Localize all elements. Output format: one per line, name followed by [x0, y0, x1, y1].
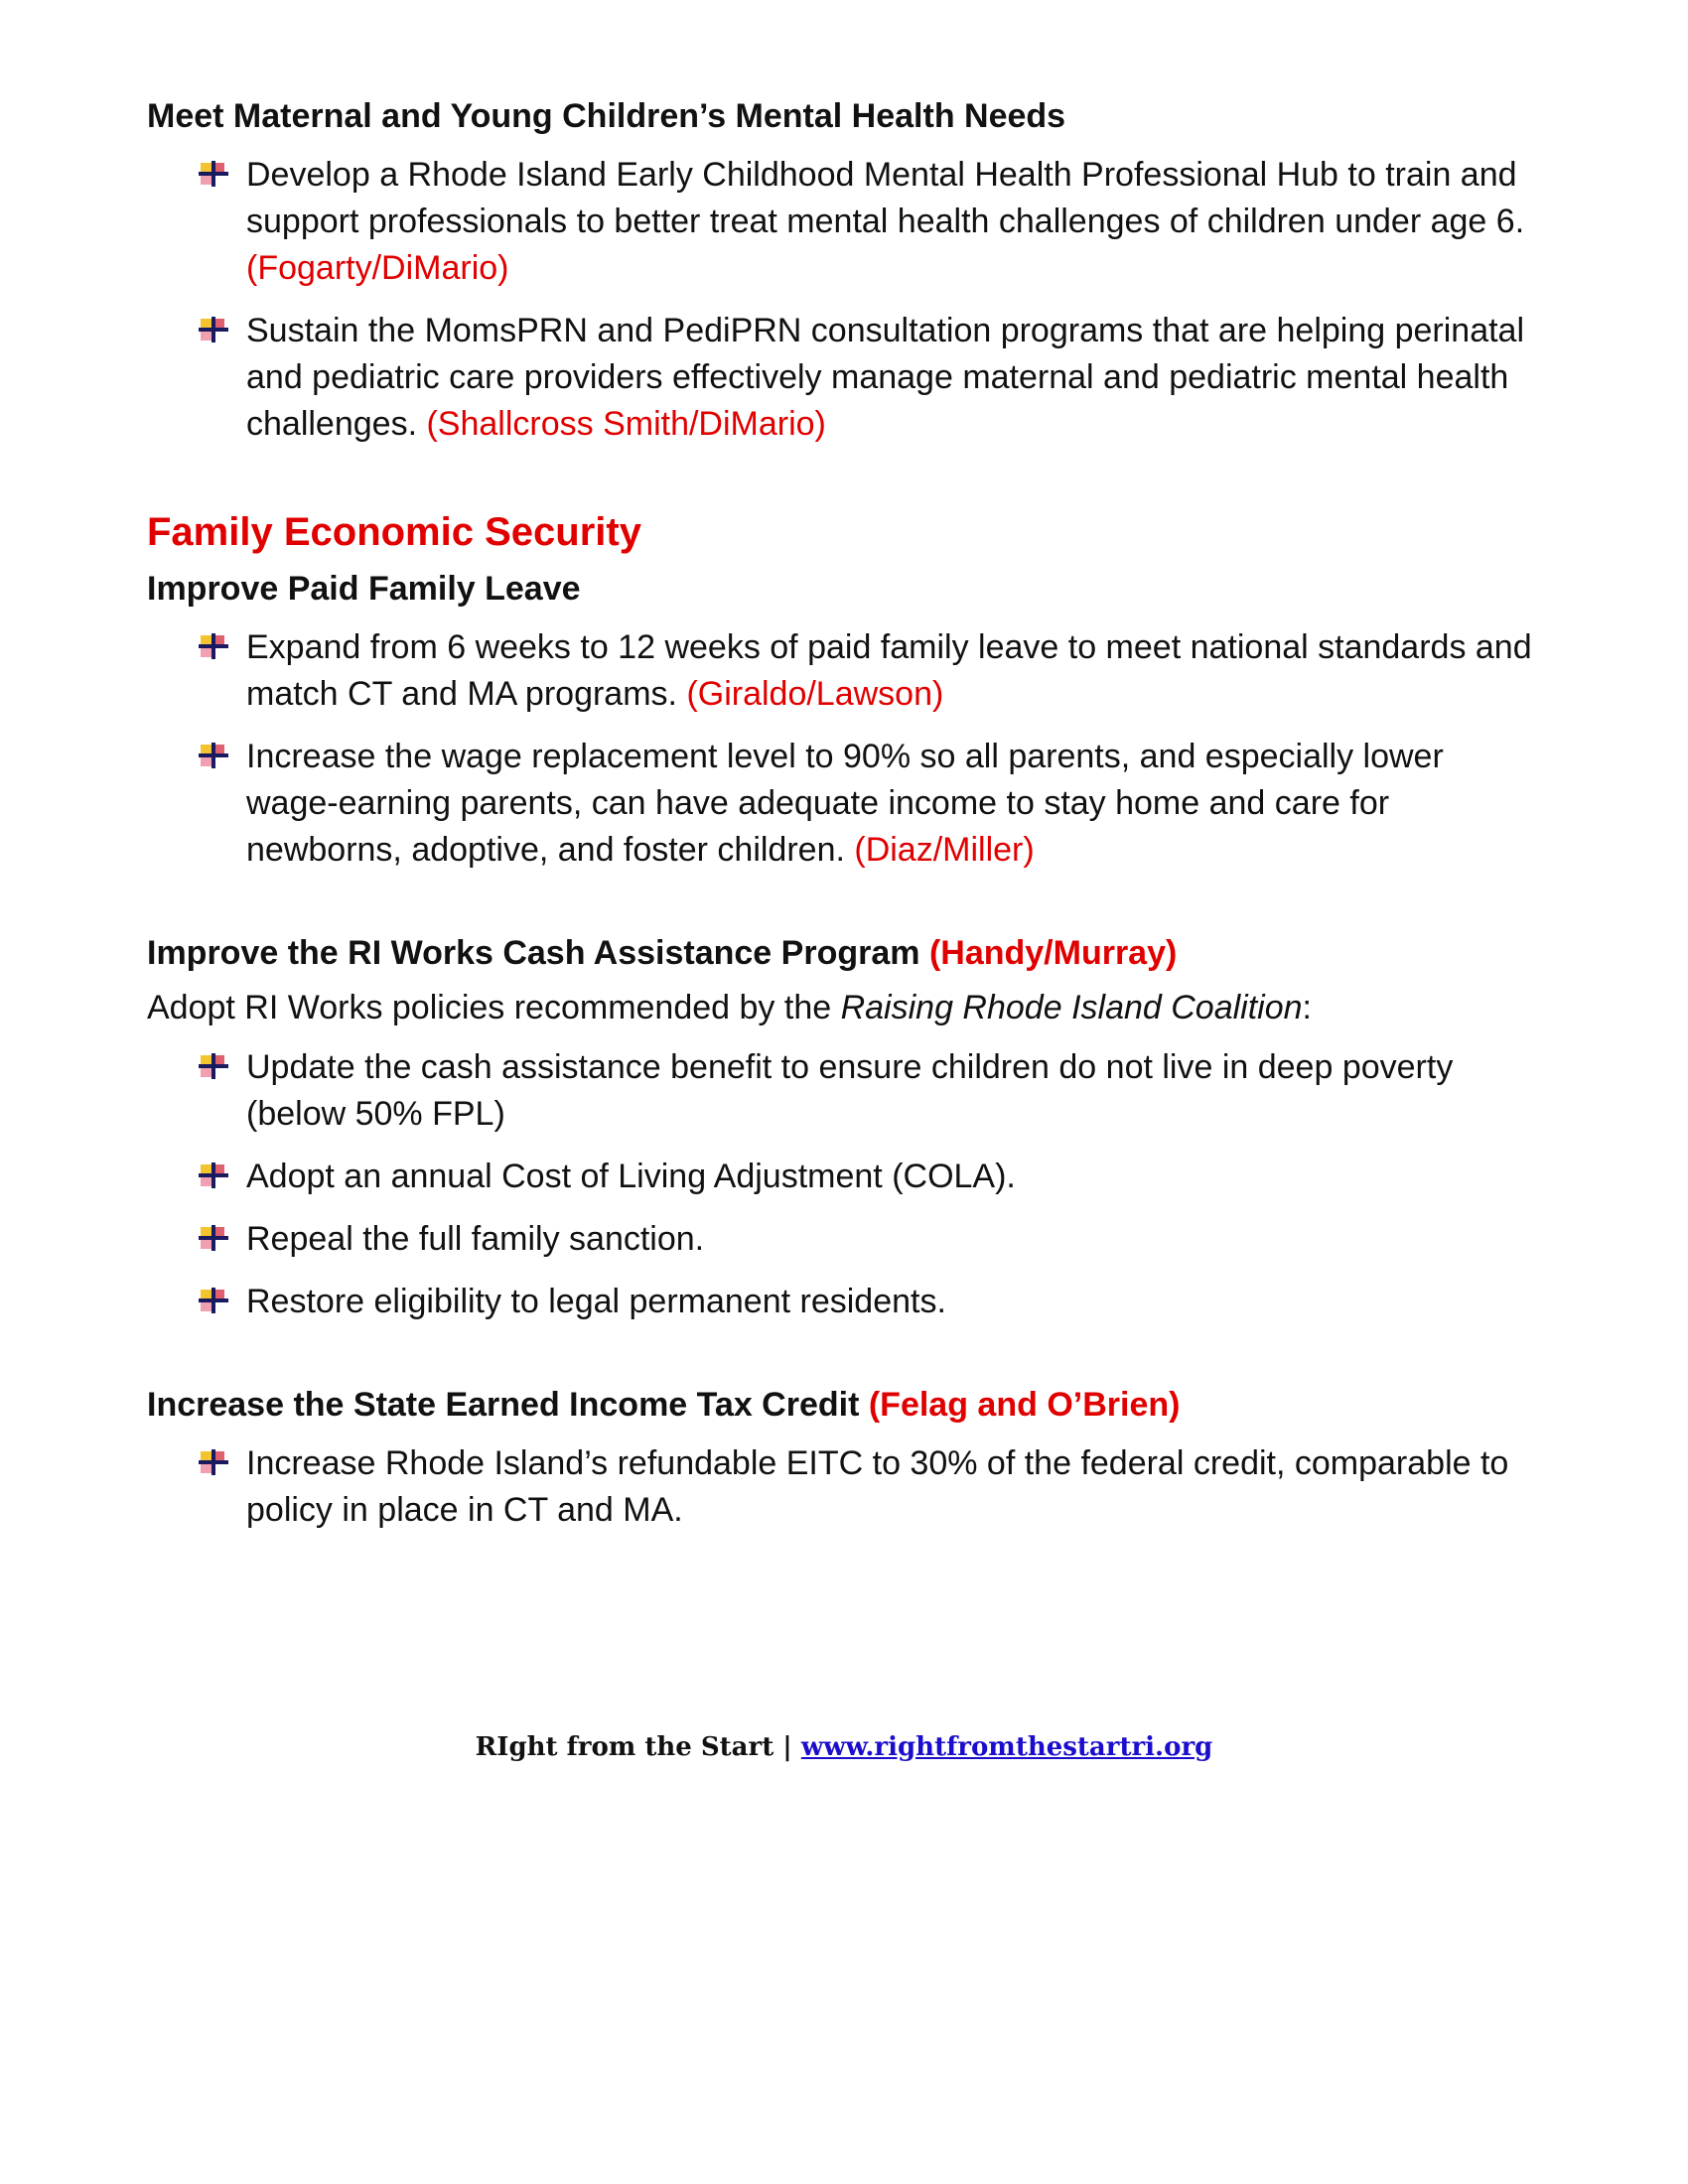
item-text: Adopt an annual Cost of Living Adjustment (COLA). [246, 1158, 1016, 1195]
item-text: Restore eligibility to legal permanent residents. [246, 1283, 946, 1320]
list-item [147, 734, 1537, 874]
arrow-bullet-icon [199, 1162, 228, 1188]
intro-coalition: Raising Rhode Island Coalition [840, 989, 1303, 1026]
sponsor-text: (Shallcross Smith/DiMario) [426, 405, 826, 443]
list-item [147, 624, 1537, 718]
arrow-bullet-icon [199, 161, 228, 187]
document-page [147, 94, 1537, 1534]
eitc-heading-text: Increase the State Earned Income Tax Credit [147, 1386, 860, 1424]
list-item [147, 1154, 1537, 1200]
item-text: Sustain the MomsPRN and PediPRN consultation programs that are helping perinatal and pediatric care providers effectively manage maternal and pediatric mental health challenges. [246, 312, 1525, 443]
list-item [147, 1216, 1537, 1263]
list-item [147, 1440, 1537, 1534]
sponsor-text: (Felag and O’Brien) [868, 1386, 1181, 1424]
family-economic-title: Family Economic Security [147, 510, 641, 554]
item-text: Repeal the full family sanction. [246, 1220, 705, 1258]
list-item [147, 1044, 1537, 1138]
footer-separator: | [782, 1732, 792, 1762]
sponsor-text: (Handy/Murray) [928, 934, 1178, 972]
footer-org: RIght from the Start [475, 1732, 774, 1762]
arrow-bullet-icon [199, 743, 228, 768]
arrow-bullet-icon [199, 1449, 228, 1475]
sponsor-text: (Fogarty/DiMario) [246, 249, 509, 287]
ri-works-heading [147, 931, 1537, 975]
item-text: Increase the wage replacement level to 90% so all parents, and especially lower wage-earning parents, can have adequate income to stay home and care for newborns, adoptive, and foster children. [246, 738, 1444, 869]
eitc-heading [147, 1383, 1537, 1427]
ri-works-heading-text: Improve the RI Works Cash Assistance Program [147, 934, 920, 972]
mental-health-heading: Meet Maternal and Young Children’s Mental Health Needs [147, 97, 1066, 135]
intro-suffix: : [1302, 989, 1312, 1026]
paid-leave-list [147, 624, 1537, 874]
item-text: Update the cash assistance benefit to ensure children do not live in deep poverty (below 50% FPL) [246, 1048, 1454, 1133]
arrow-bullet-icon [199, 1288, 228, 1313]
ri-works-list [147, 1044, 1537, 1325]
arrow-bullet-icon [199, 1225, 228, 1251]
paid-leave-heading: Improve Paid Family Leave [147, 570, 581, 608]
item-text: Increase Rhode Island’s refundable EITC to 30% of the federal credit, comparable to policy in place in CT and MA. [246, 1444, 1509, 1529]
sponsor-text: (Giraldo/Lawson) [686, 675, 944, 713]
arrow-bullet-icon [199, 1053, 228, 1079]
arrow-bullet-icon [199, 317, 228, 342]
arrow-bullet-icon [199, 633, 228, 659]
item-text: Develop a Rhode Island Early Childhood Mental Health Professional Hub to train and support professionals to better treat mental health challenges of children under age 6. [246, 156, 1525, 240]
footer-website-link[interactable]: www.rightfromthestartri.org [800, 1732, 1213, 1762]
list-item [147, 1279, 1537, 1325]
page-footer [0, 1732, 1688, 1762]
mental-health-list [147, 152, 1537, 448]
list-item [147, 308, 1537, 448]
intro-prefix: Adopt RI Works policies recommended by the [147, 989, 832, 1026]
ri-works-intro [147, 985, 1537, 1030]
sponsor-text: (Diaz/Miller) [854, 831, 1035, 869]
item-text: Expand from 6 weeks to 12 weeks of paid family leave to meet national standards and match CT and MA programs. [246, 628, 1532, 713]
eitc-list [147, 1440, 1537, 1534]
list-item [147, 152, 1537, 292]
